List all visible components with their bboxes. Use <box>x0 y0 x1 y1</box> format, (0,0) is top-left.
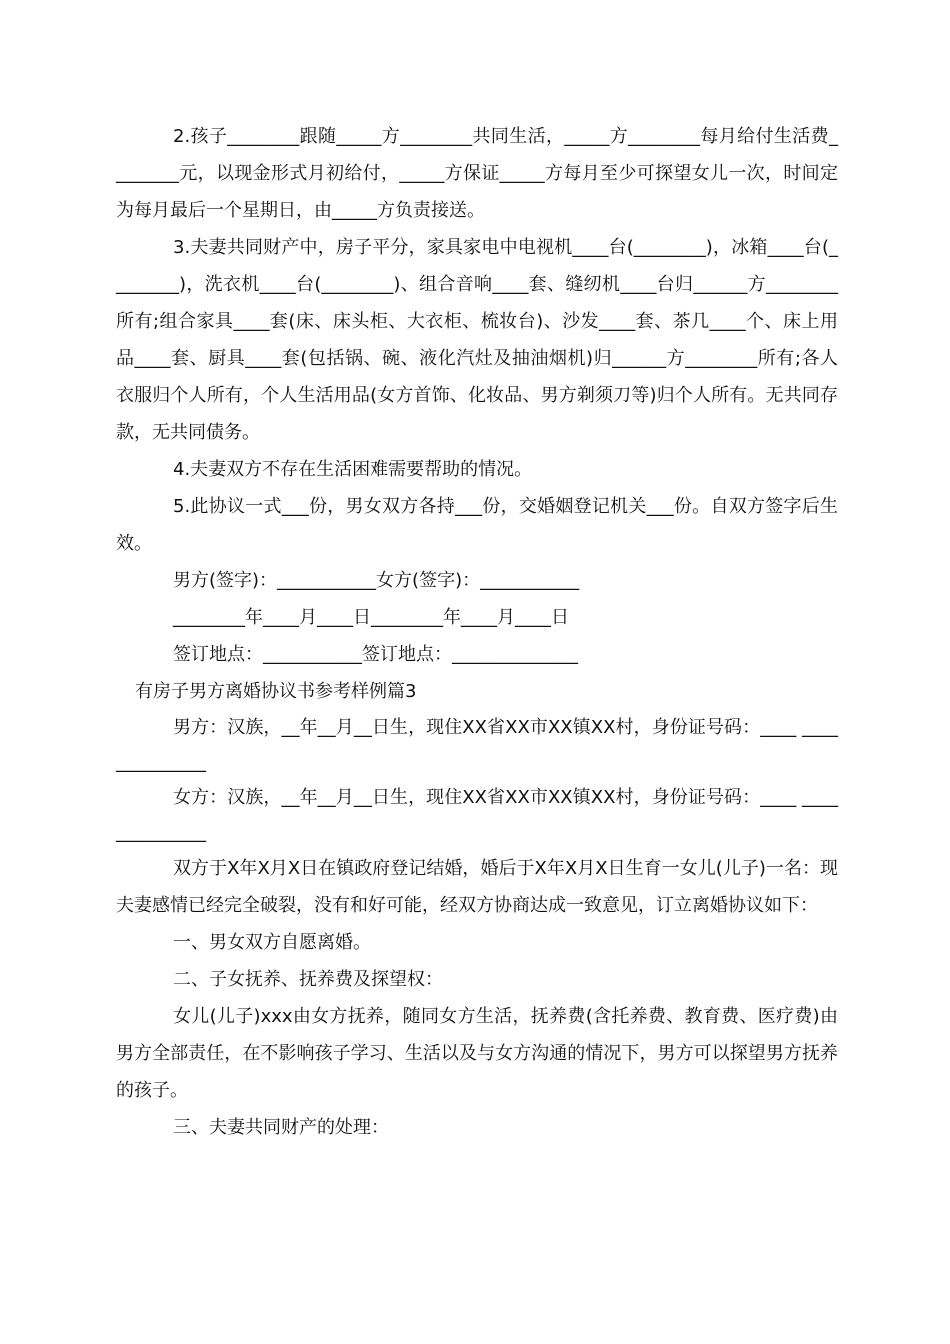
item-1-divorce: 一、男女双方自愿离婚。 <box>173 932 371 953</box>
clause-5-copies: 5.此协议一式___份，男女双方各持___份，交婚姻登记机关___份。自双方签字后生效。 <box>116 496 838 554</box>
signing-place-line: 签订地点：___________签订地点：______________ <box>173 644 578 665</box>
item-2-custody-heading: 二、子女抚养、抚养费及探望权： <box>173 969 443 990</box>
male-party-info: 男方：汉族，__年__月__日生，现住XX省XX市XX镇XX村，身份证号码：____ ______________ <box>116 717 838 773</box>
signature-date-line: ________年____月____日________年____月____日 <box>173 607 569 628</box>
custody-paragraph: 女儿(儿子)xxx由女方抚养，随同女方生活，抚养费(含托养费、教育费、医疗费)由男方全部责任，在不影响孩子学习、生活以及与女方沟通的情况下，男方可以探望男方抚养的孩子。 <box>116 1006 838 1101</box>
clause-3-joint-property: 3.夫妻共同财产中，房子平分，家具家电中电视机____台(________)，冰箱____台(________)，洗衣机____台(________)、组合音响____套、缝纫机____台归______方________所有;组合家具____套(床、床头柜、大衣柜、梳妆台)、沙发____套、茶几____个、床上用品____套、厨具____套(包括锅、碗、液化汽灶及抽油烟机)归______方________所有;各人衣服归个人所有，个人生活用品(女方首饰、化妆品、男方剃须刀等)归个人所有。无共同存款，无共同债务。 <box>116 237 838 443</box>
agreement-intro: 双方于X年X月X日在镇政府登记结婚，婚后于X年X月X日生育一女儿(儿子)一名：现夫妻感情已经完全破裂，没有和好可能，经双方协商达成一致意见，订立离婚协议如下： <box>116 858 838 916</box>
item-3-property-heading: 三、夫妻共同财产的处理： <box>173 1117 389 1138</box>
clause-4-no-hardship: 4.夫妻双方不存在生活困难需要帮助的情况。 <box>173 459 533 480</box>
section-title: 有房子男方离婚协议书参考样例篇3 <box>135 681 417 702</box>
female-party-info: 女方：汉族，__年__月__日生，现住XX省XX市XX镇XX村，身份证号码：____ ______________ <box>116 787 838 843</box>
clause-2-child-custody: 2.孩子________跟随_____方________共同生活，_____方________每月给付生活费________元，以现金形式月初给付，_____方保证_____方每月至少可探望女儿一次，时间定为每月最后一个星期日，由_____方负责接送。 <box>116 126 838 221</box>
signature-line: 男方(签字)：___________女方(签字)：___________ <box>173 570 580 591</box>
